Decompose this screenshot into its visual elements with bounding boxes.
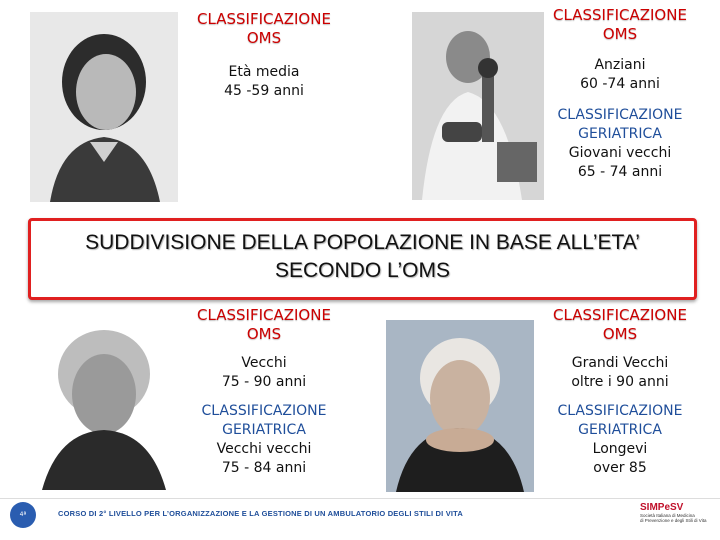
top-right-text [546, 6, 694, 182]
banner-line-1: SUDDIVISIONE DELLA POPOLAZIONE IN BASE ALL’ETA’ [85, 231, 640, 254]
portrait-photo-top-right [412, 12, 544, 200]
bottom-right-line-1: Grandi Vecchi [571, 355, 669, 371]
portrait-photo-bottom-left [28, 312, 180, 490]
top-right-sub-line-1: Giovani vecchi [568, 145, 672, 161]
bottom-right-text [546, 306, 694, 478]
title-banner [28, 218, 697, 300]
bottom-left-sub-heading-2: GERIATRICA [222, 422, 306, 438]
top-left-heading-1: CLASSIFICAZIONE [197, 10, 331, 28]
bottom-left-text [186, 306, 342, 478]
top-right-sub-heading-2: GERIATRICA [578, 126, 662, 142]
bottom-left-sub-line-1: Vecchi vecchi [216, 441, 312, 457]
bottom-left-heading-1: CLASSIFICAZIONE [197, 306, 331, 324]
bottom-left-line-1: Vecchi [241, 355, 287, 371]
footer [0, 498, 720, 540]
bottom-left-sub-line-2: 75 - 84 anni [221, 460, 307, 476]
portrait-photo-bottom-right [386, 320, 534, 492]
bottom-right-heading-2: OMS [602, 325, 638, 343]
bottom-left-line-2: 75 - 90 anni [221, 374, 307, 390]
top-left-line-2: 45 -59 anni [224, 83, 304, 99]
top-left-line-1: Età media [228, 64, 300, 80]
top-right-line-1: Anziani [594, 57, 646, 73]
logo-text: SIMPeSV [640, 502, 684, 513]
logo-sub-1: Società Italiana di Medicina [640, 513, 695, 518]
logo-sub-2: di Prevenzione e degli Stili di Vita [640, 518, 707, 523]
top-right-heading-2: OMS [602, 25, 638, 43]
bottom-left-heading-2: OMS [246, 325, 282, 343]
bottom-right-sub-line-1: Longevi [592, 441, 648, 457]
top-right-sub-heading-1: CLASSIFICAZIONE [557, 107, 683, 123]
top-right-heading-1: CLASSIFICAZIONE [553, 6, 687, 24]
simpesv-logo [640, 502, 712, 538]
top-left-heading-2: OMS [246, 29, 282, 47]
edition-badge: 4ª [10, 502, 36, 528]
top-left-text [186, 10, 342, 101]
course-title: CORSO DI 2° LIVELLO PER L’ORGANIZZAZIONE E LA GESTIONE DI UN AMBULATORIO DEGLI STILI DI VITA [58, 509, 464, 518]
bottom-right-sub-line-2: over 85 [593, 460, 647, 476]
banner-text [31, 229, 694, 285]
top-right-line-2: 60 -74 anni [580, 76, 660, 92]
bottom-right-sub-heading-1: CLASSIFICAZIONE [557, 403, 683, 419]
bottom-right-heading-1: CLASSIFICAZIONE [553, 306, 687, 324]
bottom-right-sub-heading-2: GERIATRICA [578, 422, 662, 438]
banner-line-2: SECONDO L’OMS [274, 259, 451, 282]
portrait-photo-top-left [30, 12, 178, 202]
top-right-sub-line-2: 65 - 74 anni [577, 164, 663, 180]
bottom-left-sub-heading-1: CLASSIFICAZIONE [201, 403, 327, 419]
bottom-right-line-2: oltre i 90 anni [571, 374, 669, 390]
footer-divider [0, 498, 720, 499]
